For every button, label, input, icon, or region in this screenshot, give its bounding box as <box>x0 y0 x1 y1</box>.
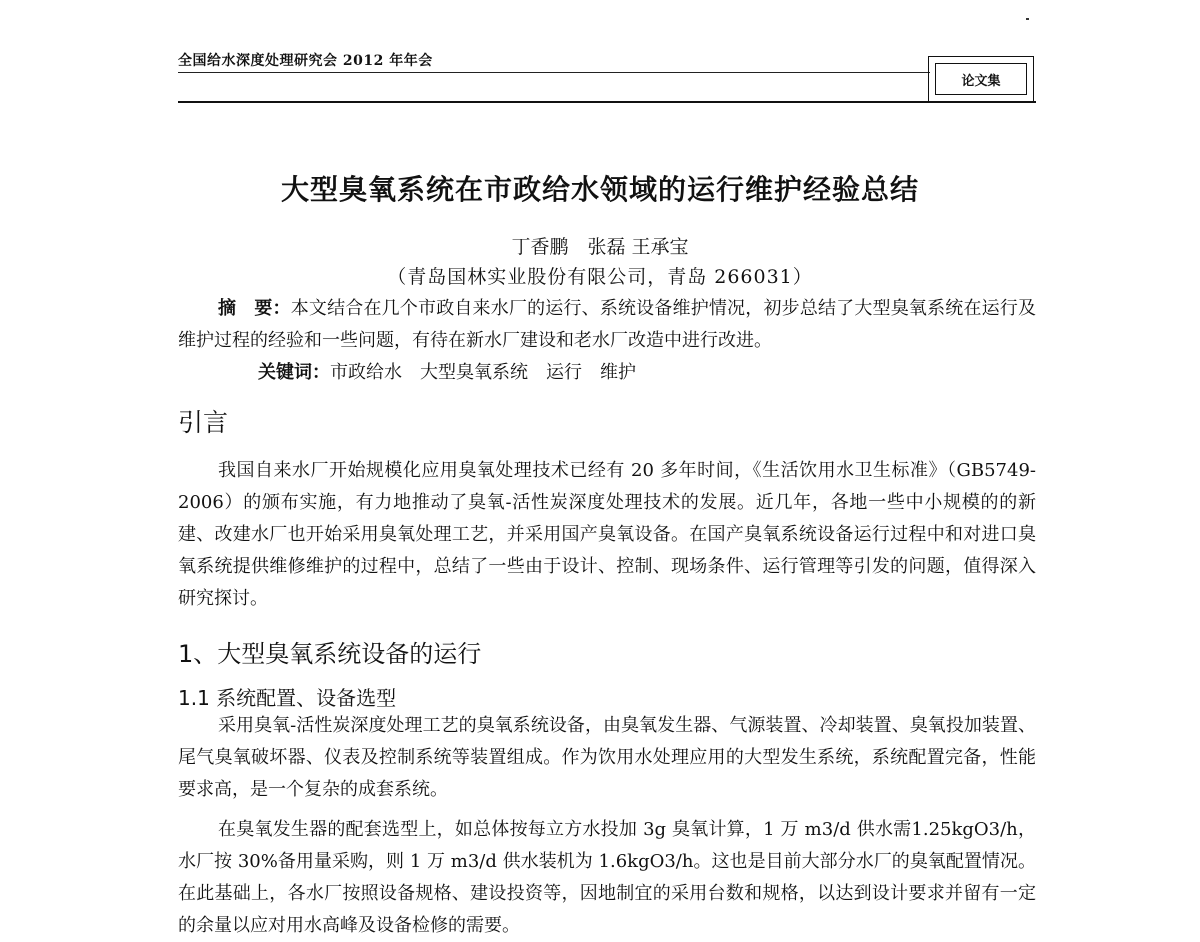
intro-paragraph: 我国自来水厂开始规模化应用臭氧处理技术已经有 20 多年时间，《生活饮用水卫生标准》（GB5749-2006）的颁布实施，有力地推动了臭氧-活性炭深度处理技术的发展。近几年，各地一些中小规模的的新建、改建水厂也开始采用臭氧处理工艺，并采用国产臭氧设备。在国产臭氧系统设备运行过程中和对进口臭氧系统提供维修维护的过程中，总结了一些由于设计、控制、现场条件、运行管理等引发的问题，值得深入研究探讨。 <box>178 460 1036 609</box>
header-rule-bottom <box>178 101 1036 103</box>
running-header-conference: 全国给水深度处理研究会 2012 年年会 <box>178 53 433 69</box>
section-box <box>928 56 1034 102</box>
abstract-label: 摘 要： <box>218 298 291 319</box>
keywords-text: 市政给水 大型臭氧系统 运行 维护 <box>330 362 636 383</box>
abstract-text: 本文结合在几个市政自来水厂的运行、系统设备维护情况，初步总结了大型臭氧系统在运行及维护过程的经验和一些问题，有待在新水厂建设和老水厂改造中进行改进。 <box>178 298 1037 351</box>
header-rule-top <box>178 72 930 73</box>
scan-mark <box>1026 18 1029 20</box>
section-1-1-paragraph-1: 采用臭氧-活性炭深度处理工艺的臭氧系统设备，由臭氧发生器、气源装置、冷却装置、臭氧投加装置、尾气臭氧破坏器、仪表及控制系统等装置组成。作为饮用水处理应用的大型发生系统，系统配置完备，性能要求高，是一个复杂的成套系统。 <box>178 715 1036 800</box>
intro-heading: 引言 <box>178 408 229 437</box>
paper-authors: 丁香鹏 张磊 王承宝 <box>511 236 689 258</box>
paper-title: 大型臭氧系统在市政给水领域的运行维护经验总结 <box>280 173 919 206</box>
abstract-block <box>178 293 1036 389</box>
abstract <box>178 293 1036 357</box>
section-box-label: 论文集 <box>935 63 1027 95</box>
section-1-1-heading: 1.1 系统配置、设备选型 <box>178 686 397 710</box>
keywords-label: 关键词： <box>258 362 330 383</box>
section-1-1-paragraph-2: 在臭氧发生器的配套选型上，如总体按每立方水投加 3g 臭氧计算，1 万 m3/d 供水需1.25kgO3/h，水厂按 30%备用量采购，则 1 万 m3/d 供水装机为 1.6kgO3/h。这也是目前大部分水厂的臭氧配置情况。在此基础上，各水厂按照设备规格、建设投资等，因地制宜的采用台数和规格，以达到设计要求并留有一定的余量以应对用水高峰及设备检修的需要。 <box>178 819 1036 936</box>
paper-affiliation: （青岛国林实业股份有限公司，青岛 266031） <box>387 266 813 288</box>
section-1-heading: 1、大型臭氧系统设备的运行 <box>178 640 482 668</box>
keywords <box>178 357 1036 389</box>
